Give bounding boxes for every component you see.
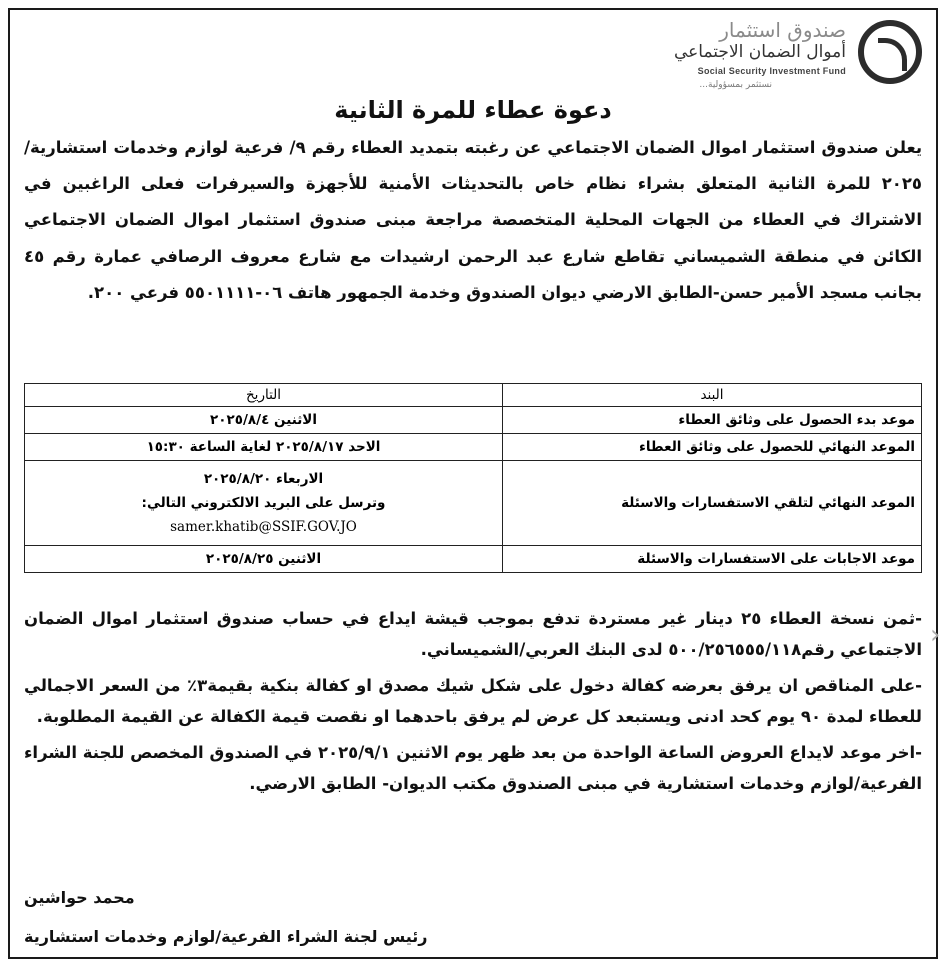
table-row — [25, 461, 922, 546]
logo-tagline: نستثمر بمسؤولية... — [699, 80, 772, 90]
note-price: -ثمن نسخة العطاء ٢٥ دينار غير مستردة تدفع بموجب قيشة ايداع في حساب صندوق استثمار اموال الضمان الاجتماعي رقم٥٠٠/٢٥٦٥٥٥/١١٨ لدى البنك العربي/الشميساني. — [24, 609, 922, 659]
announcement-title: دعوة عطاء للمرة الثانية — [334, 96, 612, 124]
signatory-name: محمد حواشين — [24, 888, 135, 907]
table-row — [25, 407, 922, 434]
logo-name-en: Social Security Investment Fund — [697, 66, 846, 76]
column-header-item: البند — [503, 384, 922, 407]
schedule-item: الموعد النهائي لتلقي الاستفسارات والاسئلة — [503, 461, 922, 546]
fund-logo — [592, 16, 922, 96]
table-row — [25, 546, 922, 573]
email-instruction: وترسل على البريد الالكتروني التالي: — [141, 495, 386, 511]
table-header-row — [25, 384, 922, 407]
table-row — [25, 434, 922, 461]
schedule-date: الاحد ٢٠٢٥/٨/١٧ لغاية الساعة ١٥:٣٠ — [25, 434, 503, 461]
schedule-date: الاثنين ٢٠٢٥/٨/٢٥ — [25, 546, 503, 573]
next-page-arrow-icon[interactable]: › — [930, 620, 941, 650]
logo-name-line1: صندوق استثمار — [719, 18, 846, 42]
schedule-item: موعد الاجابات على الاستفسارات والاسئلة — [503, 546, 922, 573]
tender-notes — [24, 604, 922, 805]
signatory-title: رئيس لجنة الشراء الفرعية/لوازم وخدمات استشارية — [24, 927, 428, 946]
note-deadline: -اخر موعد لايداع العروض الساعة الواحدة من بعد ظهر يوم الاثنين ٢٠٢٥/٩/١ في الصندوق المخصص للجنة الشراء الفرعية/لوازم وخدمات استشارية في مبنى الصندوق مكتب الديوان- الطابق الارضي. — [24, 743, 922, 793]
note-guarantee: -على المناقص ان يرفق بعرضه كفالة دخول على شكل شيك مصدق او كفالة بنكية بقيمة٣٪ من السعر الاجمالي للعطاء لمدة ٩٠ يوم كحد ادنى ويستبعد كل عرض لم يرفق باحدهما او نقصت قيمة الكفالة عن القيمة المطلوبة. — [24, 676, 922, 726]
schedule-date: الاربعاء ٢٠٢٥/٨/٢٠ — [203, 471, 324, 487]
fund-logo-mark-icon — [858, 20, 922, 84]
schedule-date-cell — [25, 461, 503, 546]
logo-name-line2: أموال الضمان الاجتماعي — [673, 42, 846, 62]
email-address[interactable]: samer.khatib@SSIF.GOV.JO — [170, 519, 357, 535]
schedule-date: الاثنين ٢٠٢٥/٨/٤ — [25, 407, 503, 434]
schedule-item: الموعد النهائي للحصول على وثائق العطاء — [503, 434, 922, 461]
column-header-date: التاريخ — [25, 384, 503, 407]
announcement-intro: يعلن صندوق استثمار اموال الضمان الاجتماعي عن رغبته بتمديد العطاء رقم ٩/ فرعية لوازم وخدمات استشارية/٢٠٢٥ للمرة الثانية المتعلق بشراء نظام خاص بالتحديثات الأمنية للأجهزة والسيرفرات فعلى الراغبين في الاشتراك في العطاء من الجهات المحلية المتخصصة مراجعة مبنى صندوق استثمار اموال الضمان الاجتماعي الكائن في منطقة الشميساني تقاطع شارع عبد الرحمن ارشيدات مع شارع معروف الرصافي عمارة رقم ٤٥ بجانب مسجد الأمير حسن-الطابق الارضي ديوان الصندوق وخدمة الجمهور هاتف ٠٦-٥٥٠١١١١ فرعي ٢٠٠. — [24, 138, 923, 302]
schedule-item: موعد بدء الحصول على وثائق العطاء — [503, 407, 922, 434]
tender-schedule-table — [24, 383, 922, 573]
